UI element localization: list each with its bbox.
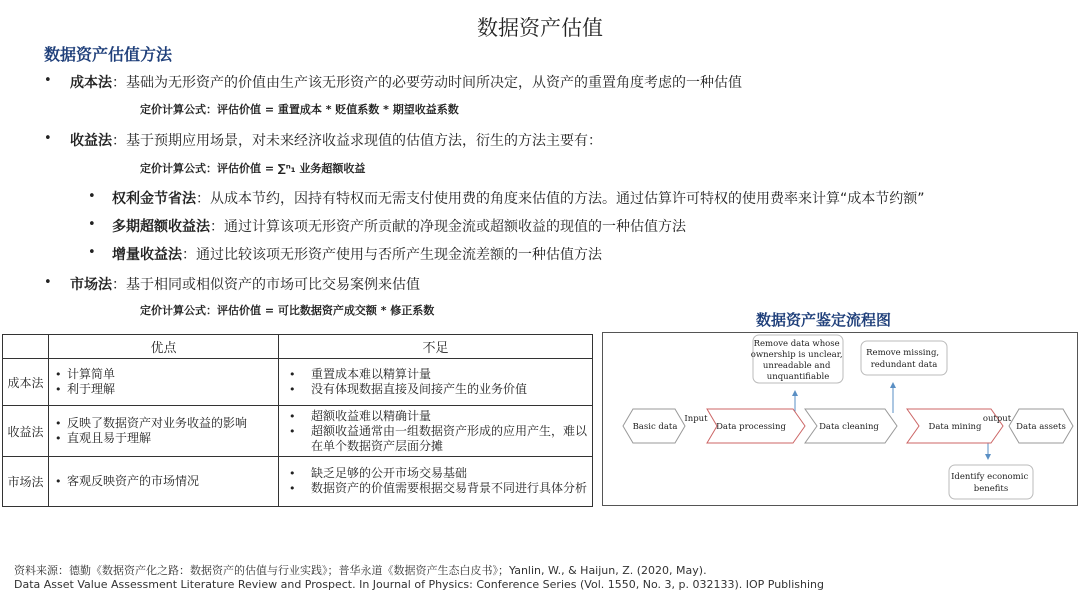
note-line: redundant data xyxy=(870,360,938,370)
node-label: Data cleaning xyxy=(819,422,879,432)
bullet-dot: • xyxy=(88,189,96,204)
source-line-2: Data Asset Value Assessment Literature Review and Prospect. In Journal of Physics: Conference Series (Vol. 1550, No. 3, p. 032133). IOP Publishing xyxy=(14,578,824,591)
method-market-formula: 定价计算公式：评估价值 = 可比数据资产成交额 * 修正系数 xyxy=(140,304,435,317)
note-line: unreadable and xyxy=(762,361,831,371)
method-cost-formula: 定价计算公式：评估价值 = 重置成本 * 贬值系数 * 期望收益系数 xyxy=(140,103,459,116)
table-cell-pros xyxy=(49,456,279,506)
bullet-dot: • xyxy=(88,245,96,260)
bullet-dot: • xyxy=(88,217,96,232)
method-income-name: 收益法 xyxy=(70,133,112,149)
table-cell-cons xyxy=(279,359,593,406)
bullet-dot: • xyxy=(44,131,52,146)
table-cell-cons xyxy=(279,456,593,506)
table-row-label: 市场法 xyxy=(3,456,49,506)
table-list-item: • 数据资产的价值需要根据交易背景不同进行具体分析 xyxy=(283,481,588,496)
table-row xyxy=(3,406,593,456)
method-market-name: 市场法 xyxy=(70,277,112,293)
node-label: Data assets xyxy=(1016,422,1066,432)
sub-method-desc: ：通过比较该项无形资产使用与否所产生现金流差额的一种估值方法 xyxy=(182,247,602,263)
note-line: ownership is unclear, xyxy=(750,350,843,360)
table-list-item: • 重置成本难以精算计量 xyxy=(283,367,588,382)
table-list-item: • 反映了数据资产对业务收益的影响 xyxy=(53,416,274,431)
method-market xyxy=(70,274,420,294)
table-header-cell: 不足 xyxy=(279,335,593,359)
sub-method-name: 多期超额收益法 xyxy=(112,219,210,235)
table-list-item: • 缺乏足够的公开市场交易基础 xyxy=(283,466,588,481)
method-cost xyxy=(70,72,742,92)
table-list-item: • 计算简单 xyxy=(53,367,274,382)
table-cell-pros xyxy=(49,406,279,456)
section-title: 数据资产估值方法 xyxy=(44,45,173,64)
slide-title: 数据资产估值 xyxy=(477,16,603,40)
table-row-label: 成本法 xyxy=(3,359,49,406)
comparison-table xyxy=(2,334,593,507)
edge-label-output: output xyxy=(982,414,1012,424)
bullet-dot: • xyxy=(44,73,52,88)
table-cell-cons xyxy=(279,406,593,456)
method-cost-desc: ：基础为无形资产的价值由生产该无形资产的必要劳动时间所决定，从资产的重置角度考虑的一种估值 xyxy=(112,75,742,91)
method-income-sub-2 xyxy=(112,216,686,236)
sub-method-desc: ：从成本节约，因持有特权而无需支付使用费的角度来估值的方法。通过估算许可特权的使用费率来计算“成本节约额” xyxy=(196,191,925,207)
flowchart-svg xyxy=(603,333,1077,505)
flowchart-title: 数据资产鉴定流程图 xyxy=(756,311,892,329)
table-header-cell xyxy=(3,335,49,359)
node-label: Basic data xyxy=(632,422,678,432)
note-line: Remove missing, xyxy=(866,348,940,358)
table-list-item: • 客观反映资产的市场情况 xyxy=(53,474,274,489)
flowchart xyxy=(602,332,1078,506)
method-income-formula: 定价计算公式：评估价值 = ∑ⁿ₁ 业务超额收益 xyxy=(140,162,366,175)
method-cost-name: 成本法 xyxy=(70,75,112,91)
table-cell-pros xyxy=(49,359,279,406)
table-header-row xyxy=(3,335,593,359)
note-line: benefits xyxy=(973,484,1009,494)
table-row-label: 收益法 xyxy=(3,406,49,456)
sub-method-desc: ：通过计算该项无形资产所贡献的净现金流或超额收益的现值的一种估值方法 xyxy=(210,219,686,235)
method-income-sub-1 xyxy=(112,188,925,208)
method-income-sub-3 xyxy=(112,244,602,264)
edge-label-input: Input xyxy=(684,414,708,424)
table-list-item: • 没有体现数据直接及间接产生的业务价值 xyxy=(283,382,588,397)
table-row xyxy=(3,359,593,406)
table-row xyxy=(3,456,593,506)
table-list-item: • 超额收益难以精确计量 xyxy=(283,409,588,424)
sub-method-name: 权利金节省法 xyxy=(112,191,196,207)
method-income-desc: ：基于预期应用场景，对未来经济收益求现值的估值方法，衍生的方法主要有： xyxy=(112,133,602,149)
table-list-item: • 超额收益通常由一组数据资产形成的应用产生，难以在单个数据资产层面分摊 xyxy=(283,424,588,454)
node-label: Data processing xyxy=(716,422,786,432)
source-line-1: 资料来源：德勤《数据资产化之路：数据资产的估值与行业实践》；普华永道《数据资产生态白皮书》；Yanlin, W., & Haijun, Z. (2020, May). xyxy=(14,564,707,577)
bullet-dot: • xyxy=(44,275,52,290)
note-line: Remove data whose xyxy=(753,339,840,349)
method-income xyxy=(70,130,602,150)
note-line: unquantifiable xyxy=(766,372,830,382)
sub-method-name: 增量收益法 xyxy=(112,247,182,263)
table-list-item: • 直观且易于理解 xyxy=(53,431,274,446)
table-header-cell: 优点 xyxy=(49,335,279,359)
note-line: Identify economic xyxy=(951,472,1029,482)
node-label: Data mining xyxy=(928,422,982,432)
method-market-desc: ：基于相同或相似资产的市场可比交易案例来估值 xyxy=(112,277,420,293)
table-list-item: • 利于理解 xyxy=(53,382,274,397)
